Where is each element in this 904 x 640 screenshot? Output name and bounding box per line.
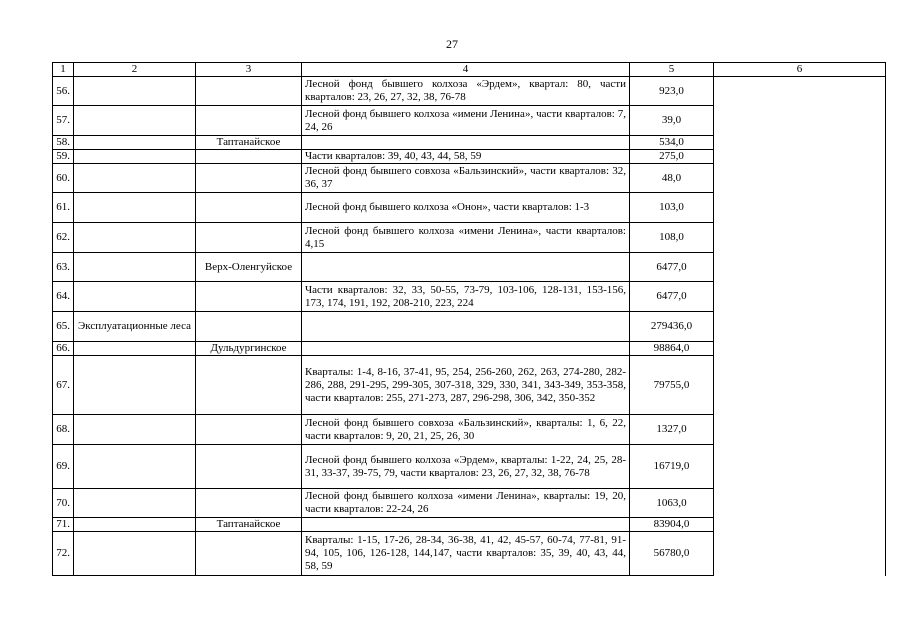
category-cell xyxy=(74,223,196,253)
row-number: 64. xyxy=(53,282,74,312)
district-cell xyxy=(196,415,302,445)
district-cell xyxy=(196,193,302,223)
description-cell: Части кварталов: 32, 33, 50-55, 73-79, 103-106, 128-131, 153-156, 173, 174, 191, 192, 208-210, 223, 224 xyxy=(302,282,630,312)
district-cell xyxy=(196,77,302,106)
description-cell: Лесной фонд бывшего колхоза «Онон», части кварталов: 1-3 xyxy=(302,193,630,223)
description-cell xyxy=(302,253,630,282)
row-number: 63. xyxy=(53,253,74,282)
area-cell: 275,0 xyxy=(630,150,714,164)
row-number: 60. xyxy=(53,164,74,193)
district-cell xyxy=(196,150,302,164)
row-number: 66. xyxy=(53,342,74,356)
district-cell xyxy=(196,106,302,136)
district-cell xyxy=(196,223,302,253)
category-cell xyxy=(74,532,196,576)
header-cell: 1 xyxy=(53,63,74,77)
table-row xyxy=(53,77,886,106)
area-cell: 1327,0 xyxy=(630,415,714,445)
area-cell: 98864,0 xyxy=(630,342,714,356)
category-cell xyxy=(74,77,196,106)
row-number: 58. xyxy=(53,136,74,150)
description-cell: Лесной фонд бывшего колхоза «имени Ленина», части кварталов: 4,15 xyxy=(302,223,630,253)
header-cell: 6 xyxy=(714,63,886,77)
description-cell: Лесной фонд бывшего колхоза «имени Ленина», части кварталов: 7, 24, 26 xyxy=(302,106,630,136)
area-cell: 108,0 xyxy=(630,223,714,253)
header-cell: 3 xyxy=(196,63,302,77)
district-cell: Дульдургинское xyxy=(196,342,302,356)
district-cell: Таптанайское xyxy=(196,518,302,532)
description-cell: Лесной фонд бывшего колхоза «имени Ленина», кварталы: 19, 20, части кварталов: 22-24, 26 xyxy=(302,489,630,518)
category-cell xyxy=(74,518,196,532)
area-cell: 6477,0 xyxy=(630,253,714,282)
area-cell: 1063,0 xyxy=(630,489,714,518)
area-cell: 923,0 xyxy=(630,77,714,106)
description-cell: Кварталы: 1-15, 17-26, 28-34, 36-38, 41, 42, 45-57, 60-74, 77-81, 91-94, 105, 106, 126-128, 144,147, части кварталов: 35, 39, 40, 43, 44, 58, 59 xyxy=(302,532,630,576)
row-number: 71. xyxy=(53,518,74,532)
area-cell: 279436,0 xyxy=(630,312,714,342)
district-cell xyxy=(196,164,302,193)
area-cell: 48,0 xyxy=(630,164,714,193)
header-cell: 4 xyxy=(302,63,630,77)
area-cell: 39,0 xyxy=(630,106,714,136)
area-cell: 83904,0 xyxy=(630,518,714,532)
category-cell xyxy=(74,150,196,164)
notes-column xyxy=(714,77,886,576)
description-cell: Части кварталов: 39, 40, 43, 44, 58, 59 xyxy=(302,150,630,164)
district-cell xyxy=(196,445,302,489)
category-cell xyxy=(74,356,196,415)
district-cell xyxy=(196,312,302,342)
forest-table xyxy=(52,62,886,576)
category-cell xyxy=(74,106,196,136)
category-cell xyxy=(74,489,196,518)
category-cell xyxy=(74,282,196,312)
description-cell: Лесной фонд бывшего совхоза «Бальзинский», кварталы: 1, 6, 22, части кварталов: 9, 20, 21, 25, 26, 30 xyxy=(302,415,630,445)
district-cell: Верх-Оленгуйское xyxy=(196,253,302,282)
category-cell xyxy=(74,193,196,223)
header-cell: 2 xyxy=(74,63,196,77)
header-cell: 5 xyxy=(630,63,714,77)
row-number: 70. xyxy=(53,489,74,518)
district-cell xyxy=(196,489,302,518)
table-header-row xyxy=(53,63,886,77)
description-cell xyxy=(302,312,630,342)
area-cell: 534,0 xyxy=(630,136,714,150)
description-cell: Лесной фонд бывшего колхоза «Эрдем», квартал: 80, части кварталов: 23, 26, 27, 32, 38, 76-78 xyxy=(302,77,630,106)
row-number: 62. xyxy=(53,223,74,253)
district-cell xyxy=(196,532,302,576)
description-cell: Кварталы: 1-4, 8-16, 37-41, 95, 254, 256-260, 262, 263, 274-280, 282-286, 288, 291-295, 299-305, 307-318, 329, 330, 341, 343-349, 353-358, части кварталов: 255, 271-273, 287, 296-298, 306, 342, 350-352 xyxy=(302,356,630,415)
description-cell: Лесной фонд бывшего колхоза «Эрдем», кварталы: 1-22, 24, 25, 28-31, 33-37, 39-75, 79, части кварталов: 23, 26, 27, 32, 38, 76-78 xyxy=(302,445,630,489)
page-number: 27 xyxy=(446,37,458,51)
area-cell: 79755,0 xyxy=(630,356,714,415)
row-number: 56. xyxy=(53,77,74,106)
row-number: 61. xyxy=(53,193,74,223)
description-cell xyxy=(302,136,630,150)
row-number: 67. xyxy=(53,356,74,415)
category-cell xyxy=(74,445,196,489)
category-cell xyxy=(74,136,196,150)
district-cell xyxy=(196,356,302,415)
district-cell: Таптанайское xyxy=(196,136,302,150)
area-cell: 56780,0 xyxy=(630,532,714,576)
category-cell xyxy=(74,253,196,282)
area-cell: 6477,0 xyxy=(630,282,714,312)
area-cell: 16719,0 xyxy=(630,445,714,489)
row-number: 59. xyxy=(53,150,74,164)
category-cell xyxy=(74,342,196,356)
description-cell xyxy=(302,342,630,356)
row-number: 72. xyxy=(53,532,74,576)
row-number: 69. xyxy=(53,445,74,489)
row-number: 57. xyxy=(53,106,74,136)
description-cell: Лесной фонд бывшего совхоза «Бальзинский», части кварталов: 32, 36, 37 xyxy=(302,164,630,193)
category-cell xyxy=(74,164,196,193)
row-number: 65. xyxy=(53,312,74,342)
category-cell xyxy=(74,415,196,445)
area-cell: 103,0 xyxy=(630,193,714,223)
description-cell xyxy=(302,518,630,532)
row-number: 68. xyxy=(53,415,74,445)
category-cell: Эксплуатационные леса xyxy=(74,312,196,342)
district-cell xyxy=(196,282,302,312)
